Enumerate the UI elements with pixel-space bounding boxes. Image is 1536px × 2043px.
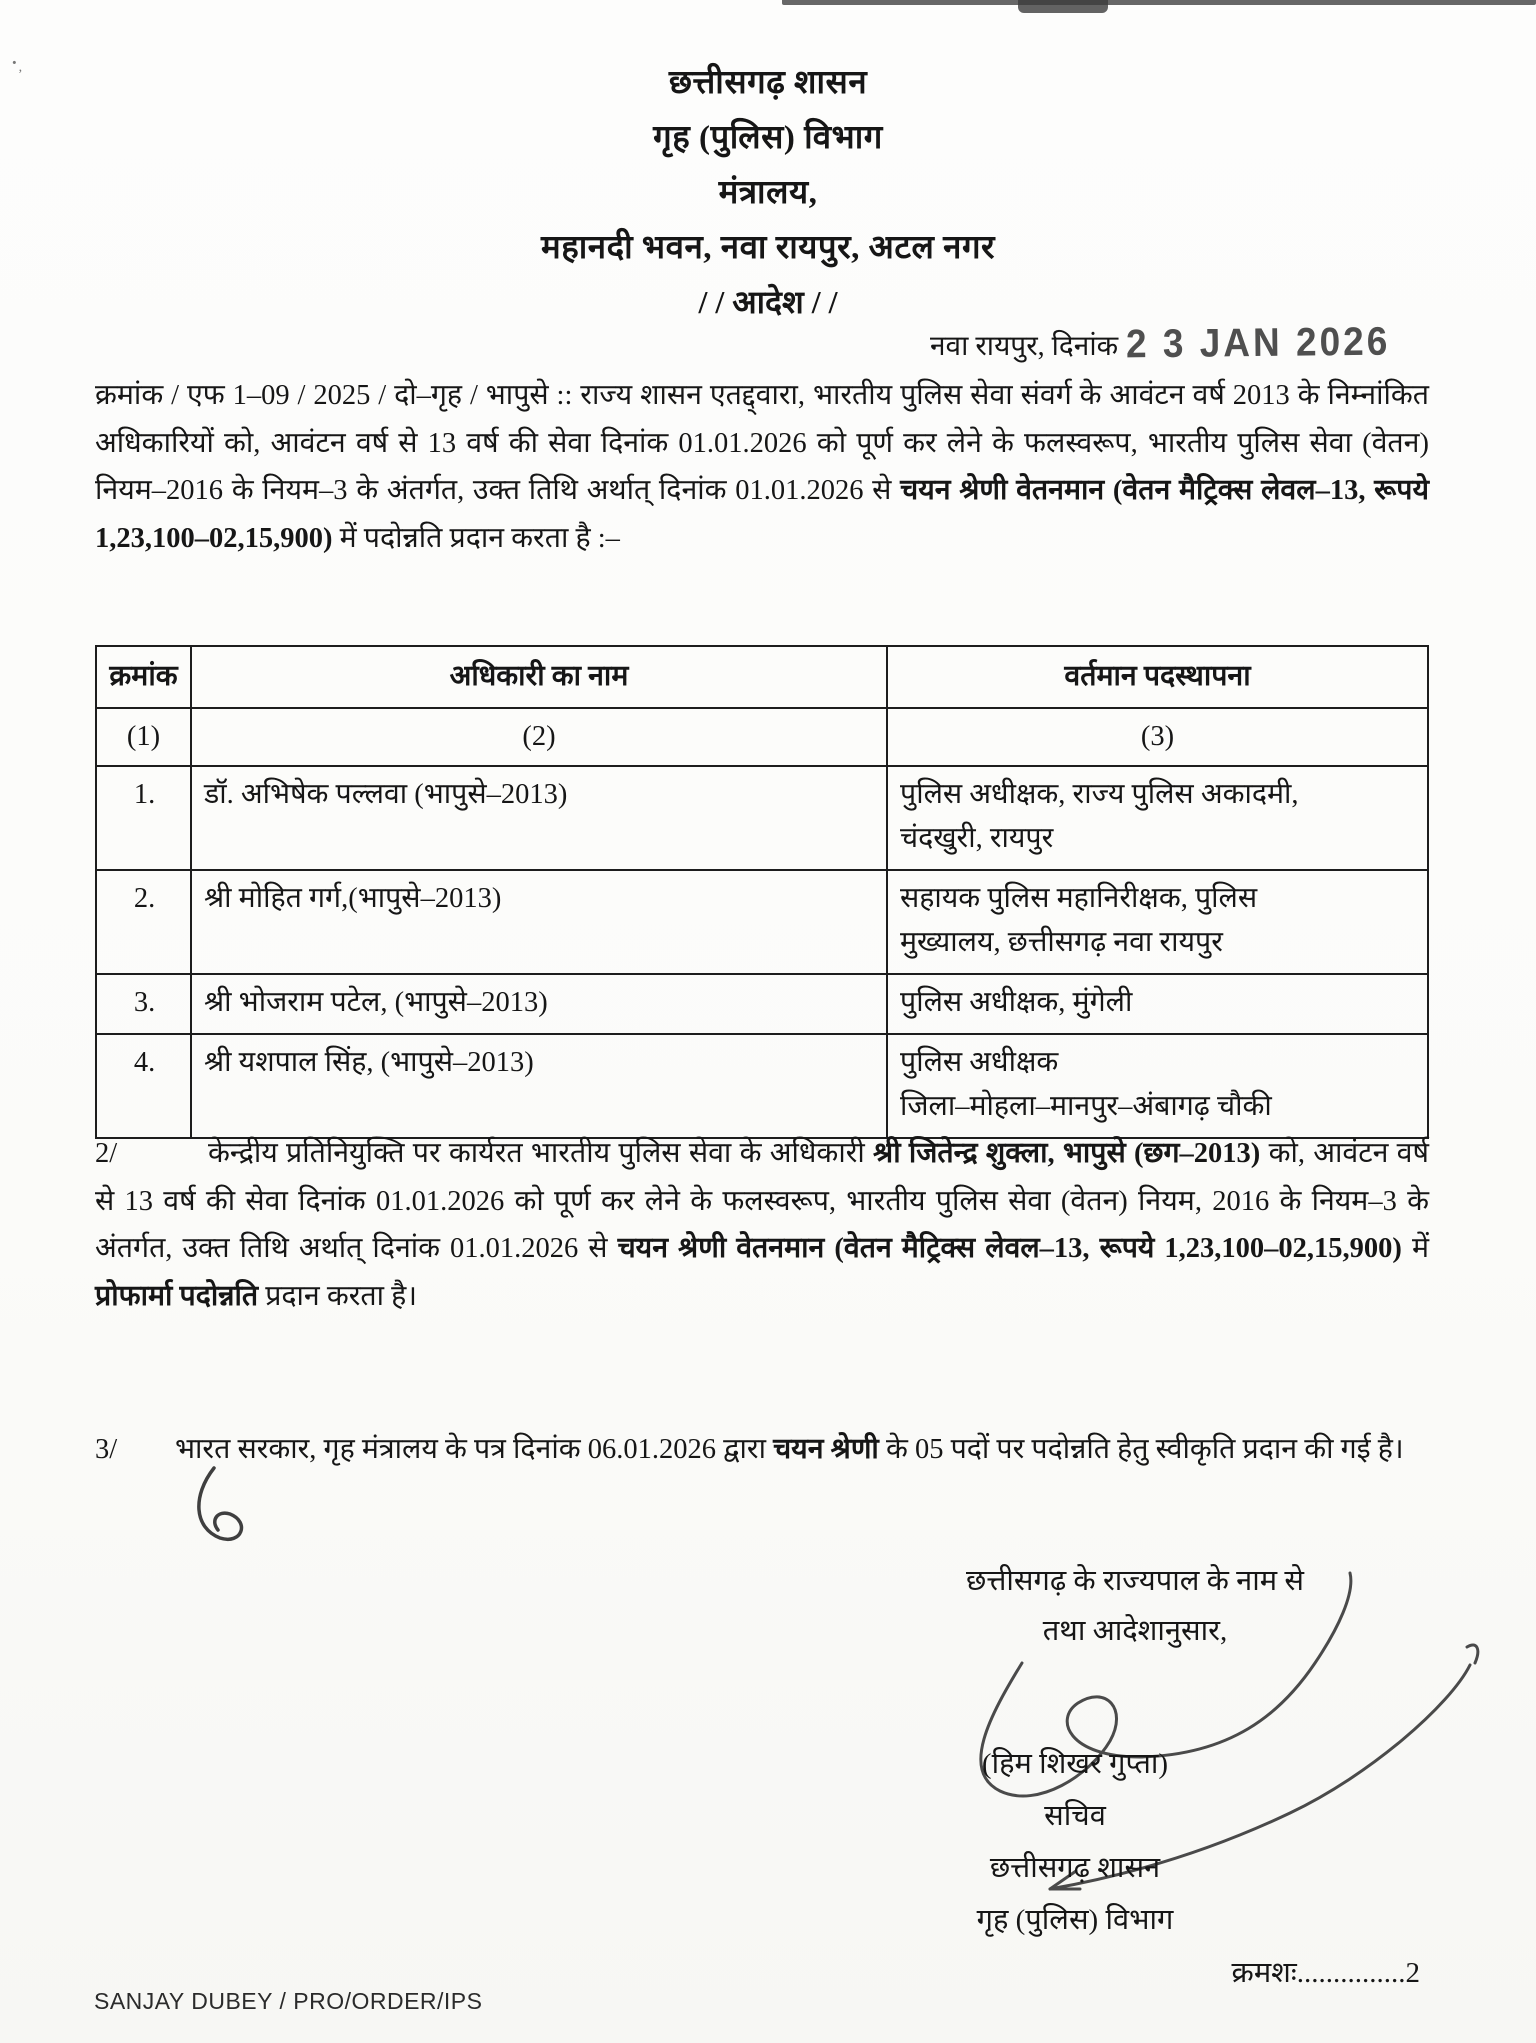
row2-posting-line2: मुख्यालय, छत्तीसगढ़ नवा रायपुर bbox=[900, 927, 1223, 958]
row3-posting-line1: पुलिस अधीक्षक, मुंगेली bbox=[900, 987, 1133, 1018]
para2-text1: केन्द्रीय प्रतिनियुक्ति पर कार्यरत भारतीय पुलिस सेवा के अधिकारी bbox=[208, 1138, 874, 1169]
order-title: / / आदेश / / bbox=[698, 284, 838, 320]
row4-officer-name: श्री यशपाल सिंह, (भापुसे–2013) bbox=[191, 1034, 887, 1138]
ministry-name: मंत्रालय, bbox=[718, 175, 818, 211]
para2-bold-officer: श्री जितेन्द्र शुक्ला, भापुसे (छग–2013) bbox=[873, 1138, 1261, 1169]
continuation-page-note: क्रमशः...............2 bbox=[1231, 1957, 1420, 1989]
header-current-posting: वर्तमान पदस्थापना bbox=[887, 646, 1428, 708]
scan-artifact-mark: ·, bbox=[10, 48, 23, 77]
row2-posting-line1: सहायक पुलिस महानिरीक्षक, पुलिस bbox=[900, 883, 1258, 914]
colnum-2: (2) bbox=[191, 708, 887, 766]
govt-name: छत्तीसगढ़ शासन bbox=[668, 65, 868, 101]
para1-bold-payscale: चयन श्रेणी वेतनमान (वेतन मैट्रिक्स लेवल–13, रूपये 1,23,100–02,15,900) bbox=[95, 475, 1429, 554]
para2-text4: प्रदान करता है। bbox=[258, 1280, 418, 1312]
header-officer-name: अधिकारी का नाम bbox=[191, 646, 887, 708]
department-name: गृह (पुलिस) विभाग bbox=[653, 120, 883, 156]
para1-text-end: में पदोन्नति प्रदान करता है :– bbox=[332, 522, 620, 554]
row1-officer-name: डॉ. अभिषेक पल्लवा (भापुसे–2013) bbox=[191, 766, 887, 870]
paragraph-1 bbox=[95, 372, 1429, 562]
footer-reference: SANJAY DUBEY / PRO/ORDER/IPS bbox=[94, 1988, 483, 2014]
address-line: महानदी भवन, नवा रायपुर, अटल नगर bbox=[540, 230, 996, 266]
para2-bold-proforma: प्रोफार्मा पदोन्नति bbox=[95, 1280, 259, 1312]
officers-table bbox=[95, 645, 1429, 1139]
para2-text2: को, आवंटन वर्ष से 13 वर्ष की सेवा दिनांक 01.01.2026 को पूर्ण कर लेने के फलस्वरूप, भारतीय पुलिस सेवा (वेतन) नियम, 2016 के नियम–3 के अंतर्गत, उक्त तिथि अर्थात् दिनांक 01.01.2026 से bbox=[95, 1138, 1429, 1264]
row3-serial: 3. bbox=[96, 974, 191, 1034]
paragraph-3 bbox=[95, 1426, 1429, 1474]
para3-text1: भारत सरकार, गृह मंत्रालय के पत्र दिनांक 06.01.2026 द्वारा bbox=[175, 1434, 774, 1465]
paragraph-2 bbox=[95, 1130, 1429, 1320]
scan-artifact-blob bbox=[1018, 0, 1108, 13]
row1-posting-line2: चंदखुरी, रायपुर bbox=[900, 823, 1054, 854]
on-behalf-of-governor: छत्तीसगढ़ के राज्यपाल के नाम से bbox=[966, 1565, 1304, 1597]
para3-bold-selection-grade: चयन श्रेणी bbox=[773, 1434, 879, 1465]
table-colnum-row bbox=[96, 708, 1428, 766]
pen-scribble-mark bbox=[168, 1462, 263, 1557]
header-serial: क्रमांक bbox=[96, 646, 191, 708]
date-stamp: 2 3 JAN 2026 bbox=[1125, 318, 1391, 366]
row2-officer-name: श्री मोहित गर्ग,(भापुसे–2013) bbox=[191, 870, 887, 974]
row2-posting bbox=[887, 870, 1428, 974]
row3-posting bbox=[887, 974, 1428, 1034]
para1-text: क्रमांक / एफ 1–09 / 2025 / दो–गृह / भापुसे :: राज्य शासन एतद्द्वारा, भारतीय पुलिस सेवा संवर्ग के आवंटन वर्ष 2013 के निम्नांकित अधिकारियों को, आवंटन वर्ष से 13 वर्ष की सेवा दिनांक 01.01.2026 को पूर्ण कर लेने के फलस्वरूप, भारतीय पुलिस सेवा (वेतन) नियम–2016 के नियम–3 के अंतर्गत, उक्त तिथि अर्थात् दिनांक 01.01.2026 से bbox=[95, 380, 1429, 506]
row3-officer-name: श्री भोजराम पटेल, (भापुसे–2013) bbox=[191, 974, 887, 1034]
para2-bold-payscale: चयन श्रेणी वेतनमान (वेतन मैट्रिक्स लेवल–13, रूपये 1,23,100–02,15,900) bbox=[617, 1233, 1402, 1264]
colnum-1: (1) bbox=[96, 708, 191, 766]
table-row bbox=[96, 870, 1428, 974]
row1-posting-line1: पुलिस अधीक्षक, राज्य पुलिस अकादमी, bbox=[900, 779, 1299, 810]
row2-serial: 2. bbox=[96, 870, 191, 974]
signatory-name: (हिम शिखर गुप्ता) bbox=[981, 1748, 1169, 1780]
row4-posting bbox=[887, 1034, 1428, 1138]
scan-artifact-topbar bbox=[782, 0, 1536, 5]
table-row bbox=[96, 974, 1428, 1034]
table-header-row bbox=[96, 646, 1428, 708]
signatory-designation: सचिव bbox=[1044, 1800, 1106, 1832]
row4-posting-line2: जिला–मोहला–मानपुर–अंबागढ़ चौकी bbox=[900, 1091, 1272, 1122]
table-row bbox=[96, 766, 1428, 870]
para3-text2: के 05 पदों पर पदोन्नति हेतु स्वीकृति प्रदान की गई है। bbox=[878, 1434, 1404, 1465]
para3-number: 3/ bbox=[95, 1434, 118, 1465]
row1-posting bbox=[887, 766, 1428, 870]
signatory-department: गृह (पुलिस) विभाग bbox=[976, 1904, 1174, 1936]
para2-number: 2/ bbox=[95, 1138, 118, 1169]
place-date-label: नवा रायपुर, दिनांक bbox=[930, 331, 1119, 362]
by-order-line: तथा आदेशानुसार, bbox=[1042, 1615, 1228, 1647]
para2-text3: में bbox=[1401, 1233, 1429, 1264]
document-header bbox=[0, 56, 1536, 328]
dateline bbox=[930, 318, 1450, 366]
colnum-3: (3) bbox=[887, 708, 1428, 766]
table-row bbox=[96, 1034, 1428, 1138]
signatory-govt: छत्तीसगढ़ शासन bbox=[989, 1852, 1161, 1884]
row4-posting-line1: पुलिस अधीक्षक bbox=[900, 1047, 1059, 1078]
row4-serial: 4. bbox=[96, 1034, 191, 1138]
row1-serial: 1. bbox=[96, 766, 191, 870]
signatory-block bbox=[840, 1738, 1310, 1946]
